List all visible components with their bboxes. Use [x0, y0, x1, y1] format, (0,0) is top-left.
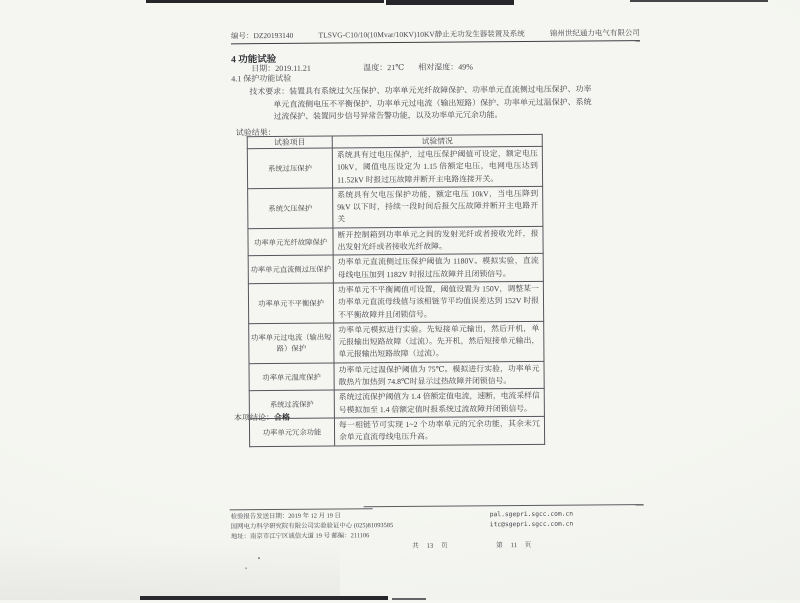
conclusion-value: 合格	[273, 412, 290, 422]
test-item-cell: 系统欠压保护	[248, 188, 333, 229]
subsection-title: 4.1 保护功能试验	[231, 73, 292, 84]
test-detail-cell: 功率单元不平衡阈值可设置，阈值设置为 150V，调整某一功率单元直流母线值与该相链节平均值误差达到 152V 时报不平衡故障并且闭锁信号。	[333, 281, 543, 323]
footer-email-1: pal.sgepri.sgcc.com.cn	[489, 510, 574, 519]
test-item-cell: 功率单元过电流（输出短路）保护	[249, 323, 334, 364]
test-table-body	[247, 146, 544, 446]
page-current: 第 11 页	[495, 541, 532, 550]
test-item-cell: 功率单元不平衡保护	[248, 283, 333, 324]
footer-divider	[230, 508, 373, 510]
col-header-item: 试验项目	[247, 136, 332, 149]
footer-address: 地址：南京市江宁区诚信大道 19 号 邮编：211106	[230, 532, 370, 541]
test-detail-cell: 每一相链节可实现 1~2 个功率单元的冗余功能，其余未冗余单元直流母线电压升高。	[334, 416, 544, 445]
table-row	[248, 186, 543, 228]
test-detail-cell: 系统具有欠电压保护功能，额定电压 10kV，当电压降到 9kV 以下时，持续一段时间后报欠压故障并断开主电路开关	[333, 186, 543, 228]
doc-title: TLSVG-C10/10(10Mvar/10KV)10KV静止无功发生器装置及系统	[318, 29, 525, 40]
test-temperature: 温度：21℃	[363, 62, 405, 73]
table-row	[247, 146, 542, 188]
test-table	[247, 134, 545, 447]
col-header-status: 试验情况	[332, 134, 542, 148]
pages-total: 共 13 页	[411, 542, 448, 550]
doc-number: 编号：DZ20193140	[230, 30, 294, 41]
footer-org: 国网电力科学研究院有限公司实验验证中心 (025)81093585	[230, 522, 394, 531]
test-detail-cell: 功率单元过温保护阈值为 75℃。模拟进行实验，功率单元散热片加热到 74.8℃时显示过热故障并闭锁信号。	[334, 361, 544, 390]
results-label: 试验结果：	[235, 127, 276, 138]
scan-speck	[245, 567, 247, 569]
test-humidity: 相对湿度：49%	[418, 62, 473, 72]
test-detail-cell: 系统过流保护阈值为 1.4 倍额定值电流，速断，电流采样信号模拟加至 1.4 倍额定值时报系统过流故障并闭锁信号。	[334, 389, 544, 418]
section-title: 4 功能试验	[231, 54, 277, 66]
test-item-cell: 功率单元温度保护	[249, 363, 334, 391]
test-detail-cell: 功率单元模拟进行实验。先短接单元输出，然后开机，单元报输出短路故障（过流）。先开机，然后短接单元输出，单元报输出短路故障（过流）。	[334, 321, 544, 363]
test-item-cell: 系统过压保护	[247, 148, 332, 189]
conclusion-label: 本项结论：	[233, 412, 274, 423]
test-item-cell: 系统过流保护	[249, 390, 334, 418]
test-item-cell: 功率单元冗余功能	[249, 418, 334, 446]
test-item-cell: 功率单元直流侧过压保护	[248, 255, 333, 283]
scan-speck	[258, 557, 260, 559]
test-detail-cell: 功率单元直流侧过压保护阈值为 1180V。模拟实验，直流母线电压加到 1182V 时报过压故障并且闭锁信号。	[333, 254, 543, 283]
table-row	[248, 226, 543, 256]
table-row	[248, 281, 543, 323]
table-row	[249, 389, 544, 419]
footer-info	[231, 511, 394, 542]
table-row	[248, 254, 543, 284]
test-detail-cell: 系统具有过电压保护，过电压保护阈值可设定，额定电压 10kV，阈值电压设定为 1.15 倍额定电压，电网电压达到 11.52kV 时报过压故障并断开主电路连接开关。	[332, 146, 542, 188]
table-row	[249, 416, 544, 446]
table-row	[249, 321, 544, 363]
technical-requirements-text: 装置具有系统过欠压保护、功率单元光纤故障保护、功率单元直流侧过电压保护、功率单元直流侧电压不平衡保护、功率单元过电流（输出短路）保护、功率单元过温保护、系统过流保护、装置同步信号异常告警功能，以及功率单元冗余功能。	[273, 84, 592, 122]
test-item-cell: 功率单元光纤故障保护	[248, 228, 333, 256]
test-detail-cell: 断开控制箱到功率单元之间的发射光纤或者接收光纤，报出发射光纤或者接收光纤故障。	[333, 226, 543, 255]
technical-requirements	[249, 83, 591, 123]
conclusion	[234, 412, 290, 423]
table-row	[249, 361, 544, 391]
footer-email-2: itc@sgepri.sgcc.com.cn	[489, 520, 574, 529]
footer-send-date: 检验报告发送日期：2019 年 12 月 19 日	[230, 512, 341, 521]
page-header	[231, 28, 640, 44]
test-date: 日期：2019.11.21	[251, 63, 311, 74]
technical-requirements-label: 技术要求：	[249, 86, 290, 97]
footer-emails	[490, 510, 574, 531]
company-name: 锦州世纪通力电气有限公司	[549, 28, 640, 38]
footer-divider	[364, 504, 644, 507]
